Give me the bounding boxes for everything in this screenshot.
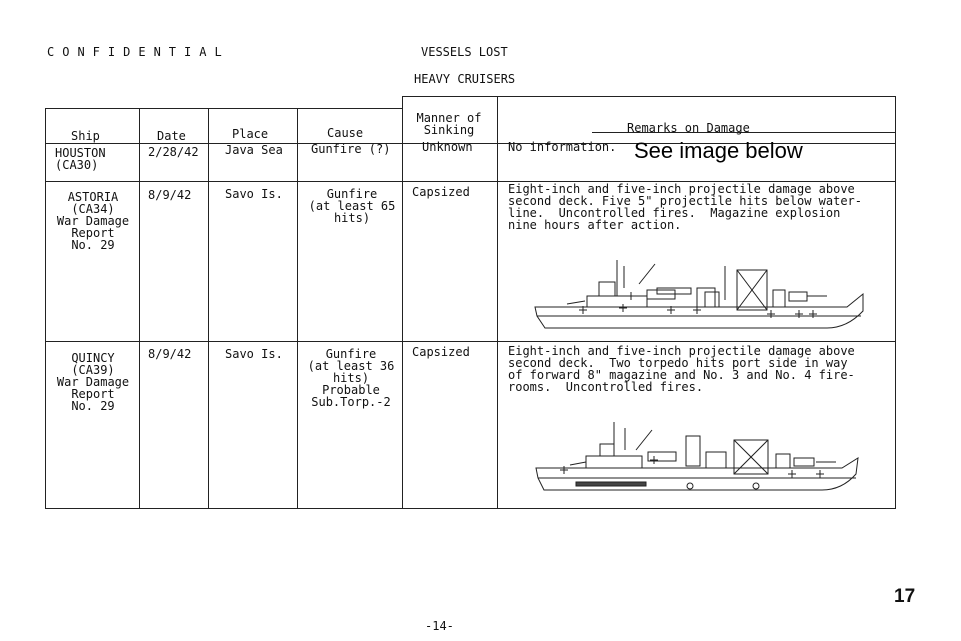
col-ship-header: Ship bbox=[71, 129, 100, 143]
manner-cell: Capsized bbox=[412, 185, 470, 199]
col-place-header: Place bbox=[232, 127, 269, 141]
manner-cell: Capsized bbox=[412, 345, 470, 359]
ship-cell: HOUSTON (CA30) bbox=[55, 146, 106, 172]
col-remarks-header: Remarks on Damage bbox=[627, 121, 750, 135]
col-date-header: Date bbox=[157, 129, 186, 143]
cause-cell: Gunfire (?) bbox=[311, 142, 391, 156]
date-cell: 2/28/42 bbox=[148, 145, 199, 159]
page-center-number: -14- bbox=[425, 619, 454, 633]
date-cell: 8/9/42 bbox=[148, 188, 192, 202]
cause-cell: Gunfire (at least 65 hits) bbox=[308, 187, 396, 225]
place-cell: Java Sea bbox=[225, 143, 283, 157]
see-image-note: See image below bbox=[634, 138, 803, 163]
remarks-cell: Eight-inch and five-inch projectile damage above second deck. Five 5" projectile hits below water- line. Uncontrolled fires. Magazine explosion nine hours after action. bbox=[508, 182, 863, 232]
remarks-cell: Eight-inch and five-inch projectile damage above second deck. Two torpedo hits port side in way of forward 8" magazine and No. 3 and No. 4 fire- rooms. Uncontrolled fires. bbox=[508, 344, 855, 394]
place-cell: Savo Is. bbox=[225, 187, 283, 201]
manner-cell: Unknown bbox=[422, 140, 473, 154]
ship-cell: QUINCY (CA39) War Damage Report No. 29 bbox=[56, 351, 130, 413]
cause-cell: Gunfire (at least 36 hits) Probable Sub.Torp.-2 bbox=[307, 347, 395, 409]
place-cell: Savo Is. bbox=[225, 347, 283, 361]
page-number: 17 bbox=[894, 586, 916, 607]
page-title: VESSELS LOST bbox=[421, 45, 508, 59]
col-cause-header: Cause bbox=[327, 126, 364, 140]
astoria-damage-diagram-icon bbox=[527, 244, 867, 334]
quincy-damage-diagram-icon bbox=[530, 412, 862, 498]
page-subtitle: HEAVY CRUISERS bbox=[414, 72, 516, 86]
col-manner-header: Manner of Sinking bbox=[416, 111, 482, 137]
remarks-cell: No information. bbox=[508, 140, 617, 154]
confidential-label: CONFIDENTIAL bbox=[47, 45, 230, 59]
date-cell: 8/9/42 bbox=[148, 347, 192, 361]
ship-cell: ASTORIA (CA34) War Damage Report No. 29 bbox=[56, 190, 130, 252]
